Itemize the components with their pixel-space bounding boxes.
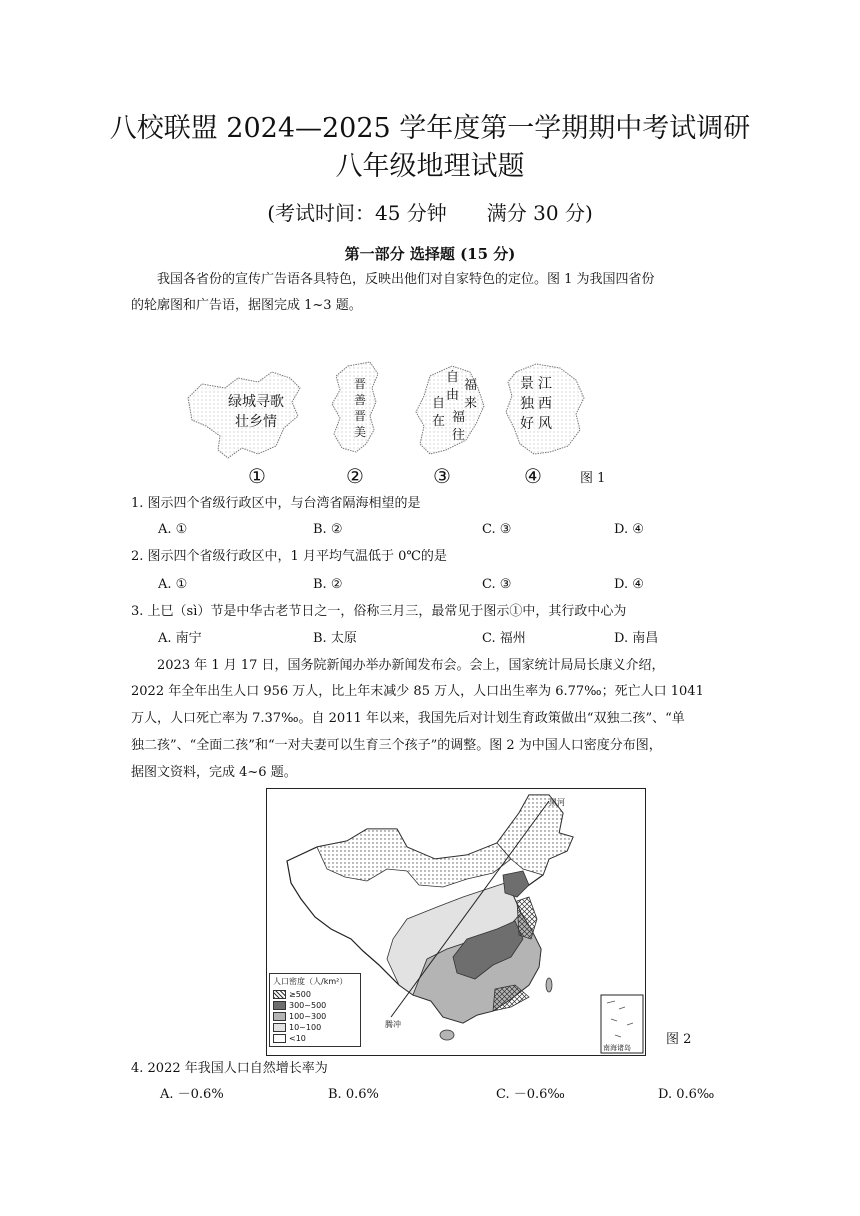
intro-line-2: 的轮廓图和广告语，据图完成 1~3 题。 bbox=[131, 298, 362, 313]
inset-label: 南海诸岛 bbox=[603, 1044, 631, 1052]
passage-line-2: 2022 年全年出生人口 956 万人，比上年末减少 85 万人，人口出生率为 6.77‰；死亡人口 1041 bbox=[131, 684, 704, 699]
province-1-number: ① bbox=[248, 464, 266, 488]
question-2-option-b: B. ② bbox=[313, 577, 343, 592]
question-3-option-d: D. 南昌 bbox=[614, 631, 659, 646]
question-1-option-c: C. ③ bbox=[482, 522, 512, 537]
exam-subtitle: 八年级地理试题 bbox=[335, 151, 525, 182]
question-2-stem: 2. 图示四个省级行政区中，1 月平均气温低于 0℃的是 bbox=[131, 549, 447, 564]
province-1-slogan: 绿城寻歌 壮乡情 bbox=[228, 394, 284, 430]
legend-item-500: ≥500 bbox=[273, 989, 357, 1000]
question-1-option-b: B. ② bbox=[313, 522, 343, 537]
question-4-option-c: C. －0.6‰ bbox=[496, 1087, 565, 1102]
legend-item-100-300: 100~300 bbox=[273, 1011, 357, 1022]
exam-title: 八校联盟 2024—2025 学年度第一学期期中考试调研 bbox=[109, 113, 751, 144]
question-2-option-d: D. ④ bbox=[614, 577, 644, 592]
passage-line-3: 万人，人口死亡率为 7.37‰。自 2011 年以来，我国先后对计划生育政策做出“双独二孩”、“单 bbox=[131, 711, 685, 726]
question-1-stem: 1. 图示四个省级行政区中，与台湾省隔海相望的是 bbox=[131, 496, 421, 511]
city-heihe: 黑河 bbox=[549, 798, 565, 807]
legend-title: 人口密度（人/km²） bbox=[273, 977, 348, 986]
exam-info: (考试时间：45 分钟 满分 30 分) bbox=[267, 201, 593, 225]
map-legend bbox=[269, 973, 361, 1047]
province-2-number: ② bbox=[346, 464, 364, 488]
question-2-option-c: C. ③ bbox=[482, 577, 512, 592]
legend-item-10-100: 10~100 bbox=[273, 1022, 357, 1033]
question-3-stem: 3. 上巳（sì）节是中华古老节日之一，俗称三月三，最常见于图示①中，其行政中心为 bbox=[131, 604, 627, 619]
question-3-option-c: C. 福州 bbox=[482, 631, 526, 646]
intro-line-1: 我国各省份的宣传广告语各具特色，反映出他们对自家特色的定位。图 1 为我国四省份 bbox=[157, 272, 655, 287]
legend-swatch bbox=[273, 990, 286, 999]
figure1-label: 图 1 bbox=[580, 471, 606, 486]
legend-swatch bbox=[273, 1023, 286, 1032]
question-4-stem: 4. 2022 年我国人口自然增长率为 bbox=[131, 1061, 328, 1076]
question-4-option-b: B. 0.6% bbox=[328, 1087, 379, 1102]
question-4-option-d: D. 0.6‰ bbox=[658, 1087, 715, 1102]
question-4-option-a: A. －0.6% bbox=[160, 1087, 224, 1102]
figure2-population-density-map bbox=[266, 788, 646, 1056]
hainan-island bbox=[440, 1030, 454, 1040]
passage-line-4: 独二孩”、“全面二孩”和“一对夫妻可以生育三个孩子”的调整。图 2 为中国人口密度分布图， bbox=[131, 738, 662, 753]
passage-line-1: 2023 年 1 月 17 日，国务院新闻办举办新闻发布会。会上，国家统计局局长康义介绍， bbox=[157, 658, 665, 673]
question-3-option-b: B. 太原 bbox=[313, 631, 357, 646]
question-1-option-a: A. ① bbox=[158, 522, 188, 537]
section-heading: 第一部分 选择题 (15 分) bbox=[344, 245, 516, 263]
densest-region-500 bbox=[517, 897, 537, 939]
province-4-number: ④ bbox=[524, 464, 542, 488]
legend-swatch bbox=[273, 1012, 286, 1021]
legend-item-lt10: <10 bbox=[273, 1033, 357, 1044]
dense-region-300-500-b bbox=[503, 871, 529, 897]
legend-swatch bbox=[273, 1001, 286, 1010]
passage-line-5: 据图文资料，完成 4~6 题。 bbox=[131, 765, 297, 780]
legend-swatch bbox=[273, 1034, 286, 1043]
question-2-option-a: A. ① bbox=[158, 577, 188, 592]
question-3-option-a: A. 南宁 bbox=[158, 631, 202, 646]
legend-item-300-500: 300~500 bbox=[273, 1000, 357, 1011]
figure2-label: 图 2 bbox=[666, 1032, 692, 1047]
province-3-number: ③ bbox=[433, 464, 451, 488]
question-1-option-d: D. ④ bbox=[614, 522, 644, 537]
city-tengchong: 腾冲 bbox=[385, 1020, 401, 1029]
province-2-slogan: 晋 善 晋 美 bbox=[354, 377, 367, 439]
taiwan-island bbox=[546, 978, 552, 992]
